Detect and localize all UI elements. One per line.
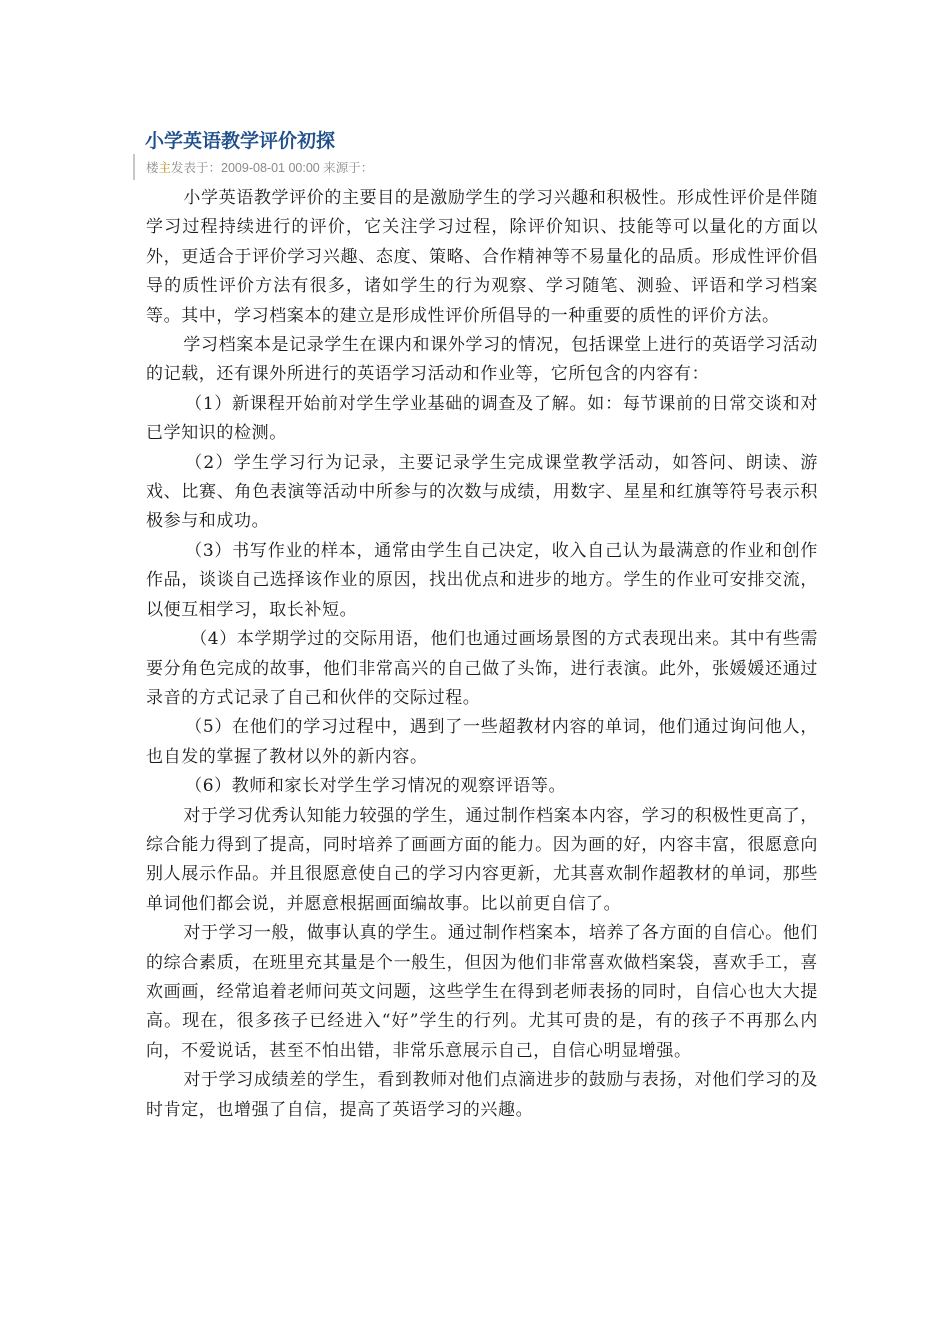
meta-prefix: 楼 [146,161,159,175]
paragraph-excellent-students: 对于学习优秀认知能力较强的学生，通过制作档案本内容，学习的积极性更高了，综合能力得到了提高，同时培养了画画方面的能力。因为画的好，内容丰富，很愿意向别人展示作品。并且很愿意使自己的学习内容更新，尤其喜欢制作超教材的单词，那些单词他们都会说，并愿意根据画面编故事。比以前更自信了。 [146,805,818,914]
list-item-4: （4）本学期学过的交际用语，他们也通过画场景图的方式表现出来。其中有些需要分角色完成的故事，他们非常高兴的自己做了头饰，进行表演。此外，张媛媛还通过录音的方式记录了自己和伙伴的交际过程。 [146,629,818,708]
list-item-5: （5）在他们的学习过程中，遇到了一些超教材内容的单词，他们通过询问他人，也自发的掌握了教材以外的新内容。 [146,717,818,767]
article-body [146,184,818,1125]
article-meta [146,158,818,178]
article [146,128,818,1125]
paragraph-archive: 学习档案本是记录学生在课内和课外学习的情况，包括课堂上进行的英语学习活动的记载，还有课外所进行的英语学习活动和作业等，它所包含的内容有： [146,335,818,385]
list-item-1: （1）新课程开始前对学生学业基础的调查及了解。如：每节课前的日常交谈和对已学知识的检测。 [146,393,818,444]
paragraph-average-students: 对于学习一般，做事认真的学生。通过制作档案本，培养了各方面的自信心。他们的综合素质，在班里充其量是个一般生，但因为他们非常喜欢做档案袋，喜欢手工，喜欢画画，经常追着老师问英文问题，这些学生在得到老师表扬的同时，自信心也大大提高。现在，很多孩子已经进入“好”学生的行列。尤其可贵的是，有的孩子不再那么内向，不爱说话，甚至不怕出错，非常乐意展示自己，自信心明显增强。 [146,923,818,1061]
meta-highlight: 主 [158,161,172,175]
paragraph-weak-students: 对于学习成绩差的学生，看到教师对他们点滴进步的鼓励与表扬，对他们学习的及时肯定，也增强了自信，提高了英语学习的兴趣。 [146,1070,818,1120]
paragraph-intro: 小学英语教学评价的主要目的是激励学生的学习兴趣和积极性。形成性评价是伴随学习过程持续进行的评价，它关注学习过程，除评价知识、技能等可以量化的方面以外，更适合于评价学习兴趣、态度、策略、合作精神等不易量化的品质。形成性评价倡导的质性评价方法有很多，诸如学生的行为观察、学习随笔、测验、评语和学习档案等。其中，学习档案本的建立是形成性评价所倡导的一种重要的质性的评价方法。 [146,188,818,326]
meta-published: 发表于：2009-08-01 00:00 来源于： [171,161,374,175]
list-item-6: （6）教师和家长对学生学习情况的观察评语等。 [185,776,567,797]
list-item-3: （3）书写作业的样本，通常由学生自己决定，收入自己认为最满意的作业和创作作品，谈谈自己选择该作业的原因，找出优点和进步的地方。学生的作业可安排交流，以便互相学习，取长补短。 [146,540,818,620]
article-title: 小学英语教学评价初探 [145,130,336,152]
meta-divider [133,154,135,180]
list-item-2: （2）学生学习行为记录，主要记录学生完成课堂教学活动，如答问、朗读、游戏、比赛、角色表演等活动中所参与的次数与成绩，用数字、星星和红旗等符号表示积极参与和成功。 [146,452,818,532]
